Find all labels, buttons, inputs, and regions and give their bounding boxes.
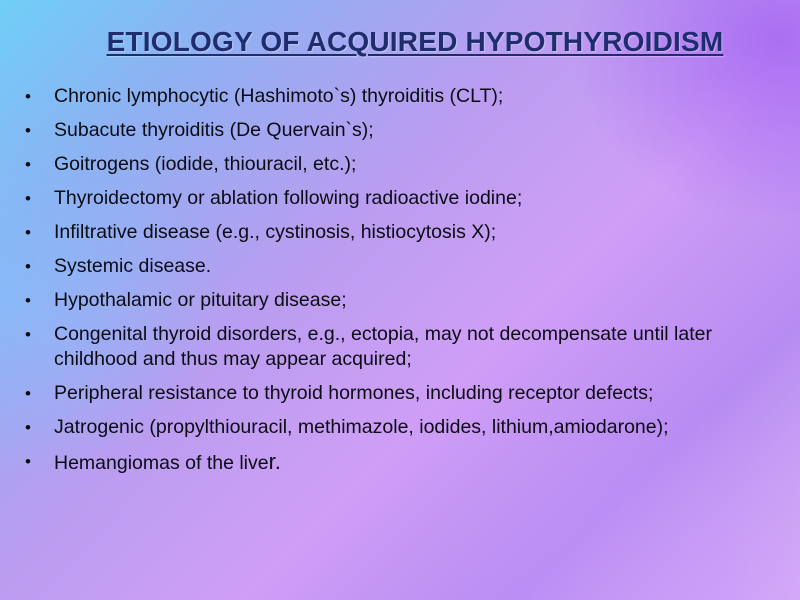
bullet-icon: • xyxy=(25,87,31,106)
list-item-text: Hemangiomas of the live xyxy=(54,452,269,474)
bullet-icon: • xyxy=(25,189,31,208)
bullet-icon: • xyxy=(25,155,31,174)
list-item-text: Chronic lymphocytic (Hashimoto`s) thyroiditis (CLT); xyxy=(54,85,504,107)
list-item xyxy=(22,186,782,211)
list-item-text: Thyroidectomy or ablation following radioactive iodine; xyxy=(54,187,523,209)
bullet-list xyxy=(22,84,782,485)
list-item xyxy=(22,254,782,279)
list-item-text: Systemic disease. xyxy=(54,255,212,277)
list-item xyxy=(22,381,782,406)
list-item xyxy=(22,415,782,440)
list-item-text: Jatrogenic (propylthiouracil, methimazole, iodides, lithium,amiodarone); xyxy=(54,416,669,438)
list-item-text: Subacute thyroiditis (De Quervain`s); xyxy=(54,119,374,141)
list-item xyxy=(22,322,782,372)
list-item-text-tail: r. xyxy=(268,449,281,474)
bullet-icon: • xyxy=(25,384,31,403)
list-item-text: Hypothalamic or pituitary disease; xyxy=(54,289,347,311)
list-item xyxy=(22,152,782,177)
slide-title: ETIOLOGY OF ACQUIRED HYPOTHYROIDISM xyxy=(106,26,724,57)
list-item xyxy=(22,84,782,109)
bullet-icon: • xyxy=(25,418,31,437)
bullet-icon: • xyxy=(25,325,31,344)
list-item xyxy=(22,220,782,245)
bullet-icon: • xyxy=(25,223,31,242)
list-item-text: Goitrogens (iodide, thiouracil, etc.); xyxy=(54,153,357,175)
bullet-icon: • xyxy=(25,121,31,140)
list-item-text: Congenital thyroid disorders, e.g., ectopia, may not decompensate until later childhood and thus may appear acquired; xyxy=(54,323,712,370)
list-item-text: Peripheral resistance to thyroid hormones, including receptor defects; xyxy=(54,382,654,404)
bullet-icon: • xyxy=(25,452,31,471)
list-item xyxy=(22,118,782,143)
list-item xyxy=(22,449,782,476)
bullet-icon: • xyxy=(25,257,31,276)
list-item-text: Infiltrative disease (e.g., cystinosis, histiocytosis X); xyxy=(54,221,497,243)
bullet-icon: • xyxy=(25,291,31,310)
list-item xyxy=(22,288,782,313)
